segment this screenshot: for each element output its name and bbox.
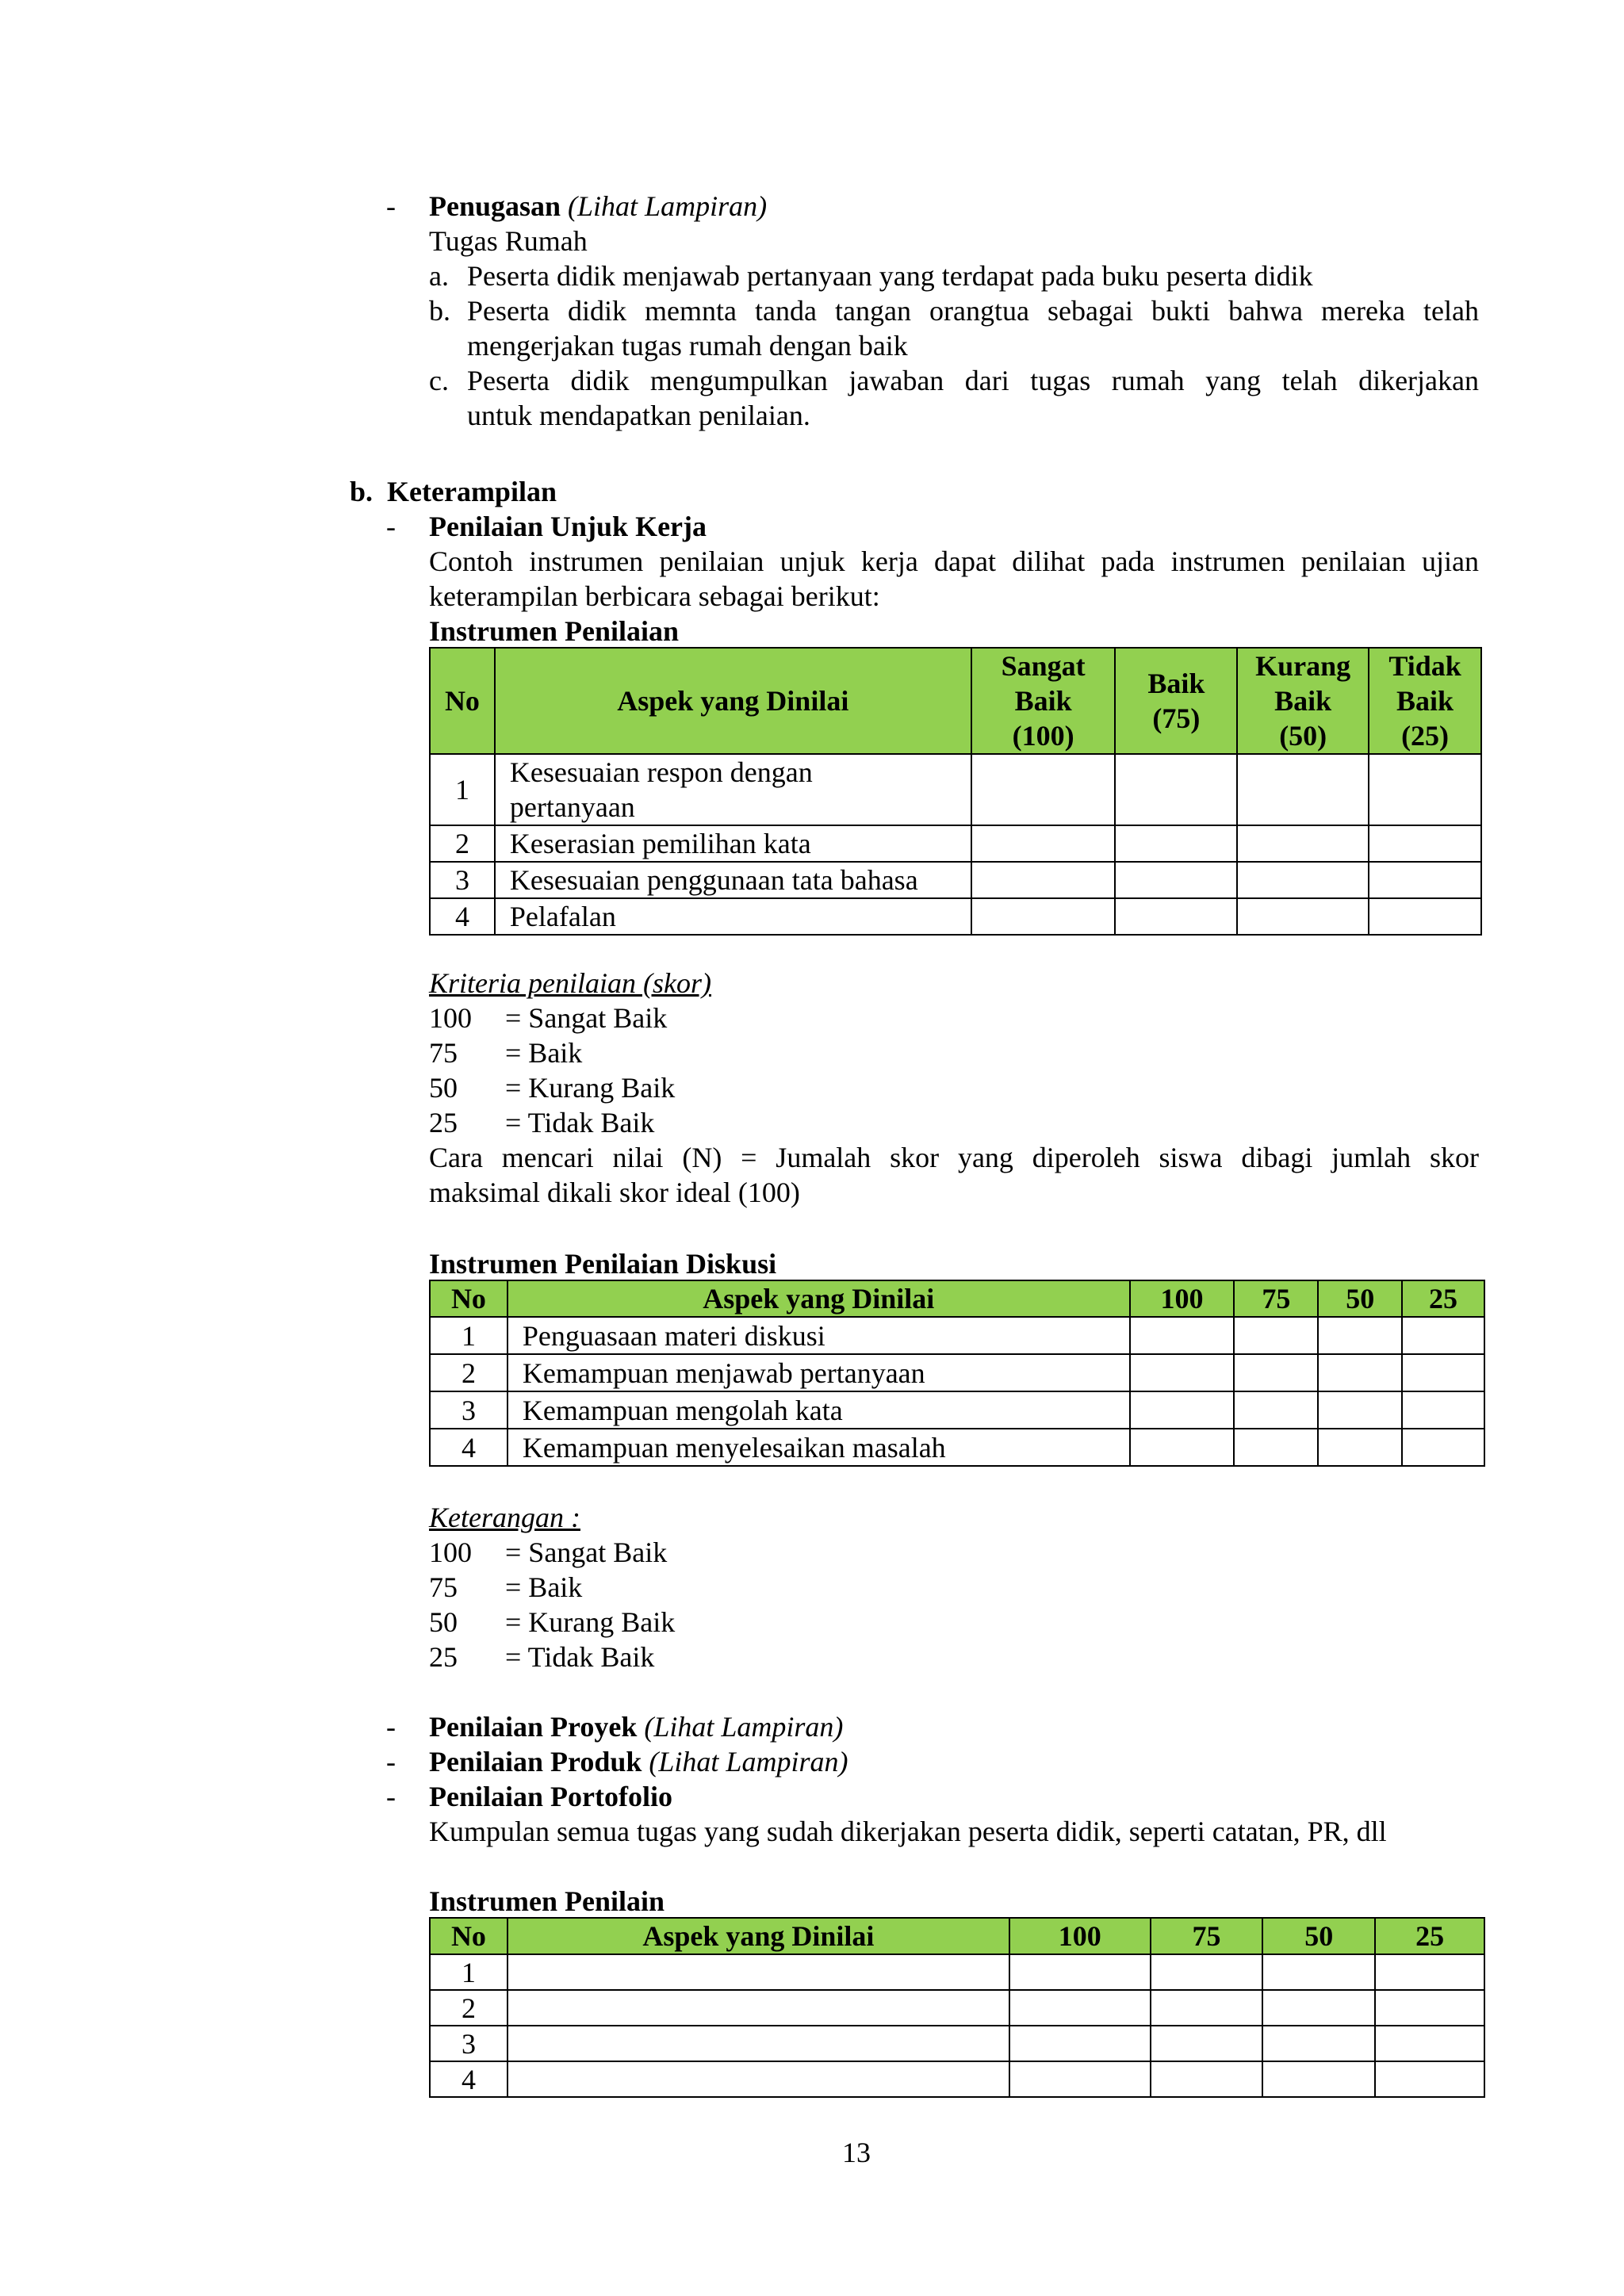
score-cell[interactable] <box>1009 1954 1151 1990</box>
header-score: 50 <box>1262 1918 1375 1954</box>
cell-no: 3 <box>430 862 495 898</box>
cell-aspek[interactable] <box>508 1954 1009 1990</box>
score-cell[interactable] <box>1369 754 1481 825</box>
score-cell[interactable] <box>1402 1354 1484 1391</box>
score-cell[interactable] <box>1151 2061 1263 2097</box>
portofolio-title: Penilaian Portofolio <box>429 1781 672 1812</box>
header-line: Baik <box>1396 685 1454 717</box>
cell-aspek: Keserasian pemilihan kata <box>495 825 971 862</box>
cell-no: 2 <box>430 825 495 862</box>
cell-aspek: Kemampuan mengolah kata <box>508 1391 1130 1429</box>
keterangan-label: = Sangat Baik <box>505 1536 668 1568</box>
score-cell[interactable] <box>1234 1391 1318 1429</box>
header-score: 25 <box>1375 1918 1484 1954</box>
kriteria-label: = Tidak Baik <box>505 1107 655 1138</box>
keterangan-label: = Kurang Baik <box>505 1606 676 1638</box>
table-row <box>430 2061 1484 2097</box>
header-score: 75 <box>1151 1918 1263 1954</box>
header-score: 75 <box>1234 1280 1318 1317</box>
cell-aspek: Kemampuan menyelesaikan masalah <box>508 1429 1130 1466</box>
cell-no: 3 <box>430 1391 508 1429</box>
item-marker: b. <box>429 295 450 327</box>
table-header-row <box>430 1280 1484 1317</box>
instrumen-diskusi-table <box>429 1280 1485 1467</box>
penugasan-note: (Lihat Lampiran) <box>568 190 768 222</box>
score-cell[interactable] <box>1402 1391 1484 1429</box>
penugasan-item-text: Peserta didik menjawab pertanyaan yang terdapat pada buku peserta didik <box>467 260 1313 292</box>
score-cell[interactable] <box>1115 825 1237 862</box>
header-kurang-baik <box>1237 648 1369 754</box>
cell-no: 3 <box>430 2026 508 2061</box>
cell-no: 1 <box>430 1954 508 1990</box>
cell-aspek: Kemampuan menjawab pertanyaan <box>508 1354 1130 1391</box>
cell-no: 4 <box>430 2061 508 2097</box>
bullet-dash: - <box>386 190 396 222</box>
header-score: 100 <box>1130 1280 1235 1317</box>
table-row <box>430 2026 1484 2061</box>
penugasan-subtitle: Tugas Rumah <box>429 225 588 257</box>
score-cell[interactable] <box>1009 2026 1151 2061</box>
header-score: 50 <box>1318 1280 1402 1317</box>
kriteria-score: 100 <box>429 1002 472 1034</box>
score-cell[interactable] <box>1151 1990 1263 2026</box>
proyek-title: Penilaian Proyek <box>429 1711 638 1743</box>
score-cell[interactable] <box>1237 862 1369 898</box>
header-sangat-baik <box>971 648 1116 754</box>
score-cell[interactable] <box>1369 862 1481 898</box>
keterangan-score: 75 <box>429 1571 458 1603</box>
bullet-dash: - <box>386 1781 396 1812</box>
bullet-dash: - <box>386 511 396 542</box>
score-cell[interactable] <box>1237 898 1369 935</box>
penilaian-proyek <box>429 1709 843 1744</box>
kriteria-label: = Kurang Baik <box>505 1072 676 1104</box>
penilaian-produk <box>429 1744 848 1779</box>
kriteria-label: = Baik <box>505 1037 583 1069</box>
header-tidak-baik <box>1369 648 1481 754</box>
keterangan-score: 50 <box>429 1606 458 1638</box>
score-cell[interactable] <box>1402 1429 1484 1466</box>
cell-no: 2 <box>430 1354 508 1391</box>
score-cell[interactable] <box>1130 1354 1235 1391</box>
score-cell[interactable] <box>971 898 1116 935</box>
header-aspek: Aspek yang Dinilai <box>508 1918 1009 1954</box>
header-no: No <box>430 648 495 754</box>
table-row <box>430 1391 1484 1429</box>
score-cell[interactable] <box>971 825 1116 862</box>
header-line: Baik <box>1147 668 1205 699</box>
score-cell[interactable] <box>971 754 1116 825</box>
score-cell[interactable] <box>1009 2061 1151 2097</box>
header-aspek: Aspek yang Dinilai <box>495 648 971 754</box>
score-cell[interactable] <box>1151 1954 1263 1990</box>
kriteria-score: 25 <box>429 1107 458 1138</box>
unjuk-kerja-title: Penilaian Unjuk Kerja <box>429 511 707 542</box>
score-cell[interactable] <box>1234 1317 1318 1354</box>
keterangan-score: 100 <box>429 1536 472 1568</box>
bullet-dash: - <box>386 1711 396 1743</box>
table-title: Instrumen Penilaian <box>429 615 680 647</box>
table-row <box>430 825 1481 862</box>
item-marker: a. <box>429 260 449 292</box>
score-cell[interactable] <box>1115 754 1237 825</box>
cell-aspek <box>495 754 971 825</box>
header-line: (25) <box>1401 720 1450 752</box>
header-baik <box>1115 648 1237 754</box>
cell-no: 4 <box>430 1429 508 1466</box>
table-row <box>430 1990 1484 2026</box>
table-row <box>430 898 1481 935</box>
cell-aspek: Pelafalan <box>495 898 971 935</box>
cell-no: 2 <box>430 1990 508 2026</box>
score-cell[interactable] <box>1130 1317 1235 1354</box>
portofolio-desc: Kumpulan semua tugas yang sudah dikerjakan peserta didik, seperti catatan, PR, dll <box>429 1816 1387 1847</box>
score-cell[interactable] <box>1234 1354 1318 1391</box>
score-cell[interactable] <box>1130 1429 1235 1466</box>
penugasan-item-text: Peserta didik mengumpulkan jawaban dari tugas rumah yang telah dikerjakan <box>467 365 1479 396</box>
cara-mencari-nilai: Cara mencari nilai (N) = Jumalah skor yang diperoleh siswa dibagi jumlah skor <box>429 1142 1479 1173</box>
score-cell[interactable] <box>1375 1990 1484 2026</box>
page-number: 13 <box>842 2137 871 2168</box>
table-row <box>430 1429 1484 1466</box>
keterangan-label: = Baik <box>505 1571 583 1603</box>
item-marker: c. <box>429 365 449 396</box>
keterangan-label: = Tidak Baik <box>505 1641 655 1673</box>
score-cell[interactable] <box>1130 1391 1235 1429</box>
table-title: Instrumen Penilaian Diskusi <box>429 1248 777 1280</box>
cell-line: pertanyaan <box>509 791 635 823</box>
penugasan-title: Penugasan <box>429 190 561 222</box>
keterangan-title: Keterangan : <box>429 1502 580 1533</box>
cell-aspek[interactable] <box>508 2026 1009 2061</box>
produk-title: Penilaian Produk <box>429 1746 642 1777</box>
header-line: (100) <box>1012 720 1074 752</box>
header-line: Kurang <box>1255 650 1351 682</box>
bullet-dash: - <box>386 1746 396 1777</box>
header-no: No <box>430 1280 508 1317</box>
header-line: Baik <box>1274 685 1332 717</box>
score-cell[interactable] <box>971 862 1116 898</box>
proyek-note: (Lihat Lampiran) <box>644 1711 844 1743</box>
table-row <box>430 862 1481 898</box>
penugasan-item-text: Peserta didik memnta tanda tangan orangtua sebagai bukti bahwa mereka telah <box>467 295 1479 327</box>
penugasan-item-text: untuk mendapatkan penilaian. <box>467 400 810 431</box>
header-no: No <box>430 1918 508 1954</box>
table-row <box>430 1954 1484 1990</box>
score-cell[interactable] <box>1375 2026 1484 2061</box>
header-line: (50) <box>1279 720 1327 752</box>
kriteria-title: Kriteria penilaian (skor) <box>429 967 711 999</box>
score-cell[interactable] <box>1262 1990 1375 2026</box>
cell-aspek[interactable] <box>508 2061 1009 2097</box>
score-cell[interactable] <box>1318 1391 1402 1429</box>
cell-line: Kesesuaian respon dengan <box>509 756 813 788</box>
score-cell[interactable] <box>1009 1990 1151 2026</box>
header-line: Sangat <box>1001 650 1086 682</box>
cell-aspek: Kesesuaian penggunaan tata bahasa <box>495 862 971 898</box>
header-line: Baik <box>1014 685 1072 717</box>
score-cell[interactable] <box>1151 2026 1263 2061</box>
score-cell[interactable] <box>1375 1954 1484 1990</box>
table-row <box>430 754 1481 825</box>
score-cell[interactable] <box>1369 825 1481 862</box>
produk-note: (Lihat Lampiran) <box>649 1746 848 1777</box>
header-aspek: Aspek yang Dinilai <box>508 1280 1130 1317</box>
table-header-row <box>430 648 1481 754</box>
cell-aspek[interactable] <box>508 1990 1009 2026</box>
score-cell[interactable] <box>1375 2061 1484 2097</box>
score-cell[interactable] <box>1234 1429 1318 1466</box>
score-cell[interactable] <box>1318 1429 1402 1466</box>
score-cell[interactable] <box>1115 898 1237 935</box>
score-cell[interactable] <box>1237 754 1369 825</box>
score-cell[interactable] <box>1402 1317 1484 1354</box>
score-cell[interactable] <box>1262 1954 1375 1990</box>
score-cell[interactable] <box>1237 825 1369 862</box>
score-cell[interactable] <box>1318 1354 1402 1391</box>
kriteria-score: 50 <box>429 1072 458 1104</box>
score-cell[interactable] <box>1115 862 1237 898</box>
header-line: (75) <box>1152 702 1201 734</box>
unjuk-kerja-desc: Contoh instrumen penilaian unjuk kerja dapat dilihat pada instrumen penilaian ujian <box>429 545 1479 577</box>
section-heading-keterampilan: b. Keterampilan <box>350 476 557 507</box>
table-header-row <box>430 1918 1484 1954</box>
score-cell[interactable] <box>1262 2061 1375 2097</box>
penugasan-item-text: mengerjakan tugas rumah dengan baik <box>467 330 908 362</box>
keterangan-score: 25 <box>429 1641 458 1673</box>
header-score: 25 <box>1402 1280 1484 1317</box>
kriteria-score: 75 <box>429 1037 458 1069</box>
header-line: Tidak <box>1388 650 1461 682</box>
cell-no: 1 <box>430 1317 508 1354</box>
cell-aspek: Penguasaan materi diskusi <box>508 1317 1130 1354</box>
cell-no: 1 <box>430 754 495 825</box>
table-title: Instrumen Penilain <box>429 1885 665 1917</box>
score-cell[interactable] <box>1318 1317 1402 1354</box>
cell-no: 4 <box>430 898 495 935</box>
header-score: 100 <box>1009 1918 1151 1954</box>
penugasan-heading <box>429 189 767 224</box>
instrumen-portofolio-table <box>429 1917 1485 2098</box>
score-cell[interactable] <box>1369 898 1481 935</box>
table-row <box>430 1317 1484 1354</box>
kriteria-label: = Sangat Baik <box>505 1002 668 1034</box>
cara-mencari-nilai: maksimal dikali skor ideal (100) <box>429 1177 800 1208</box>
score-cell[interactable] <box>1262 2026 1375 2061</box>
unjuk-kerja-desc: keterampilan berbicara sebagai berikut: <box>429 580 880 612</box>
instrumen-penilaian-table <box>429 647 1482 936</box>
table-row <box>430 1354 1484 1391</box>
